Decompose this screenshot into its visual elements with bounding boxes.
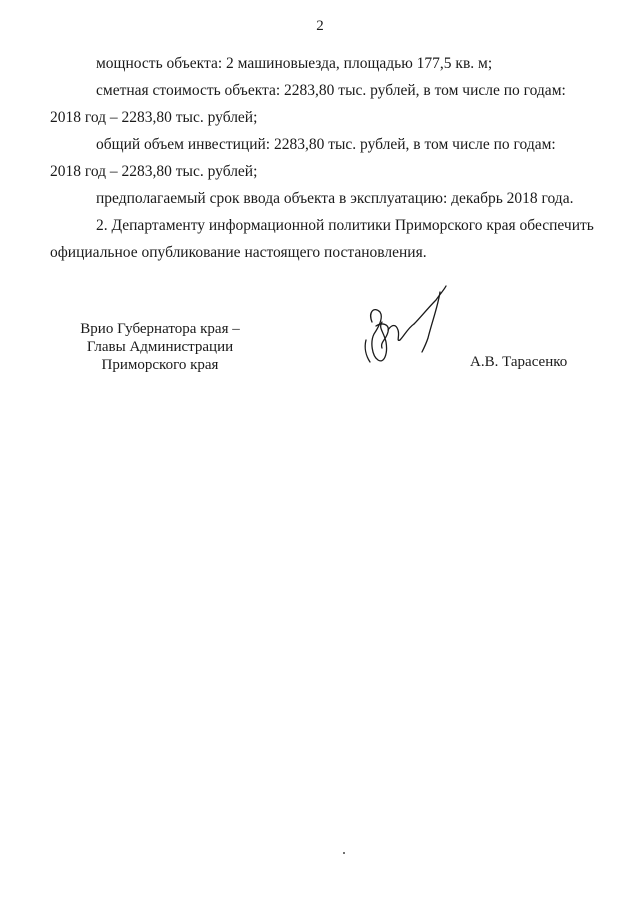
investment-2018-line: 2018 год – 2283,80 тыс. рублей;: [50, 163, 258, 180]
signatory-title-line: Приморского края: [101, 357, 219, 373]
page-number: 2: [316, 18, 324, 34]
handwritten-signature: [358, 282, 458, 372]
capacity-line: мощность объекта: 2 машиновыезда, площадью 177,5 кв. м;: [96, 55, 493, 72]
publication-clause-line: 2. Департаменту информационной политики Приморского края обеспечить: [96, 217, 594, 234]
signatory-title-line: Главы Администрации: [86, 339, 234, 355]
scan-speck: [343, 852, 345, 854]
signatory-name: А.В. Тарасенко: [470, 354, 568, 370]
signatory-title-line: Врио Губернатора края –: [80, 321, 240, 337]
signatory-title: [60, 320, 260, 374]
estimated-cost-line: сметная стоимость объекта: 2283,80 тыс. рублей, в том числе по годам:: [96, 82, 566, 99]
commissioning-date-line: предполагаемый срок ввода объекта в эксплуатацию: декабрь 2018 года.: [96, 190, 574, 207]
publication-clause-continuation: официальное опубликование настоящего постановления.: [50, 244, 427, 261]
document-body: [50, 50, 594, 266]
investment-total-line: общий объем инвестиций: 2283,80 тыс. рублей, в том числе по годам:: [96, 136, 556, 153]
cost-2018-line: 2018 год – 2283,80 тыс. рублей;: [50, 109, 258, 126]
